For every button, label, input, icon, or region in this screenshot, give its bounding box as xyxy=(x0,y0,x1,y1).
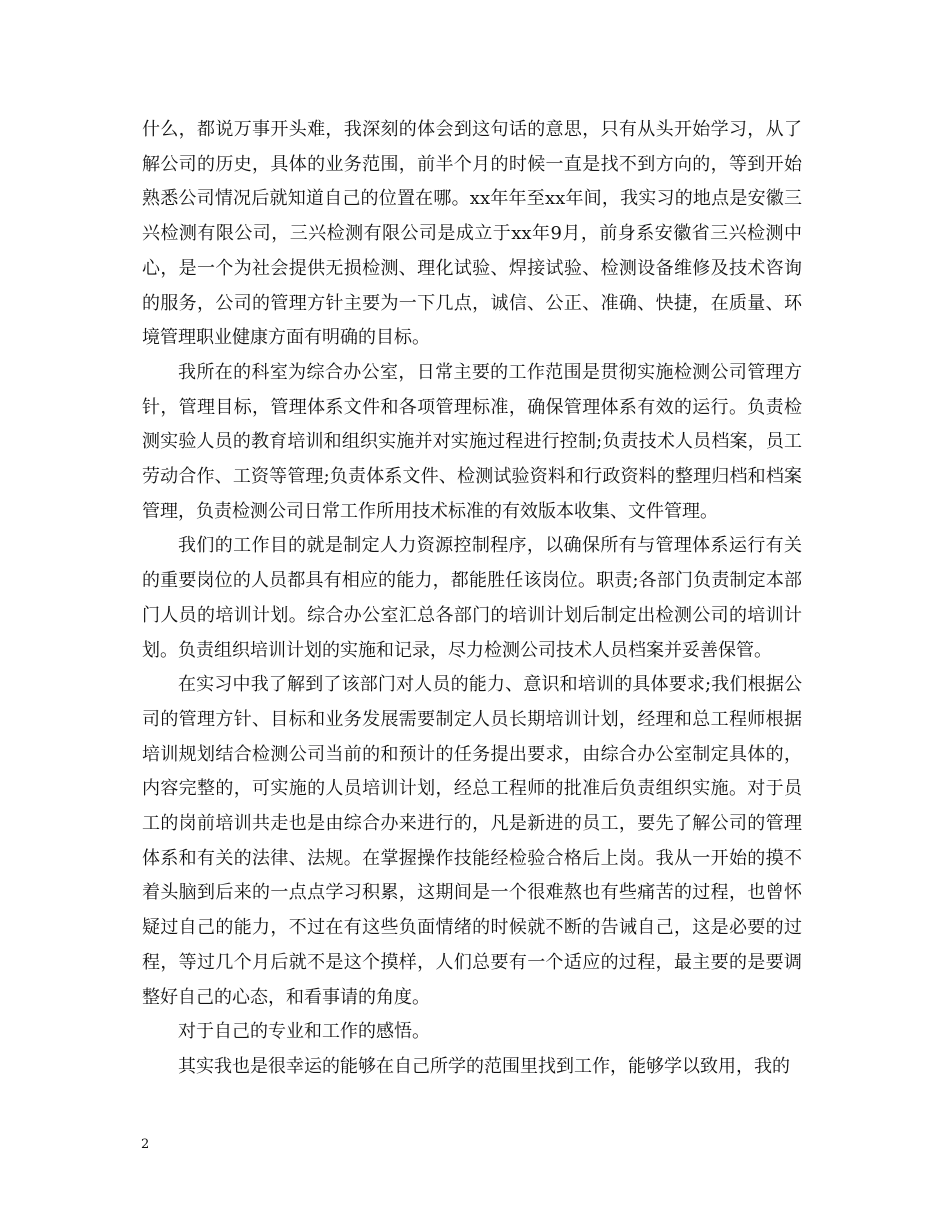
paragraph-5: 对于自己的专业和工作的感悟。 xyxy=(178,1021,430,1043)
paragraph-4: 在实习中我了解到了该部门对人员的能力、意识和培训的具体要求;我们根据公司的管理方针、目标和业务发展需要制定人员长期培训计划，经理和总工程师根据培训规划结合检测公司当前的和预计的任务提出要求，由综合办公室制定具体的，内容完整的，可实施的人员培训计划，经总工程师的批准后负责组织实施。对于员工的岗前培训共走也是由综合办来进行的，凡是新进的员工，要先了解公司的管理体系和有关的法律、法规。在掌握操作技能经检验合格后上岗。我从一开始的摸不着头脑到后来的一点点学习积累，这期间是一个很难熬也有些痛苦的过程，也曾怀疑过自己的能力，不过在有这些负面情绪的时候就不断的告诫自己，这是必要的过程，等过几个月后就不是这个摸样，人们总要有一个适应的过程，最主要的是要调整好自己的心态，和看事请的角度。 xyxy=(142,674,802,1008)
paragraph-3: 我们的工作目的就是制定人力资源控制程序，以确保所有与管理体系运行有关的重要岗位的人员都具有相应的能力，都能胜任该岗位。职责;各部门负责制定本部门人员的培训计划。综合办公室汇总各部门的培训计划后制定出检测公司的培训计划。负责组织培训计划的实施和记录，尽力检测公司技术人员档案并妥善保管。 xyxy=(142,535,802,661)
paragraph-1: 什么，都说万事开头难，我深刻的体会到这句话的意思，只有从头开始学习，从了解公司的历史，具体的业务范围，前半个月的时候一直是找不到方向的，等到开始熟悉公司情况后就知道自己的位置在哪。xx年年至xx年间，我实习的地点是安徽三兴检测有限公司，三兴检测有限公司是成立于xx年9月，前身系安徽省三兴检测中心，是一个为社会提供无损检测、理化试验、焊接试验、检测设备维修及技术咨询的服务，公司的管理方针主要为一下几点，诚信、公正、准确、快捷，在质量、环境管理职业健康方面有明确的目标。 xyxy=(142,119,802,349)
paragraph-2: 我所在的科室为综合办公室，日常主要的工作范围是贯彻实施检测公司管理方针，管理目标，管理体系文件和各项管理标准，确保管理体系有效的运行。负责检测实验人员的教育培训和组织实施并对实施过程进行控制;负责技术人员档案，员工劳动合作、工资等管理;负责体系文件、检测试验资料和行政资料的整理归档和档案管理，负责检测公司日常工作所用技术标准的有效版本收集、文件管理。 xyxy=(142,361,802,522)
page-number: 2 xyxy=(141,1137,150,1152)
paragraph-6: 其实我也是很幸运的能够在自己所学的范围里找到工作，能够学以致用，我的 xyxy=(178,1055,790,1077)
document-body xyxy=(142,113,802,1085)
